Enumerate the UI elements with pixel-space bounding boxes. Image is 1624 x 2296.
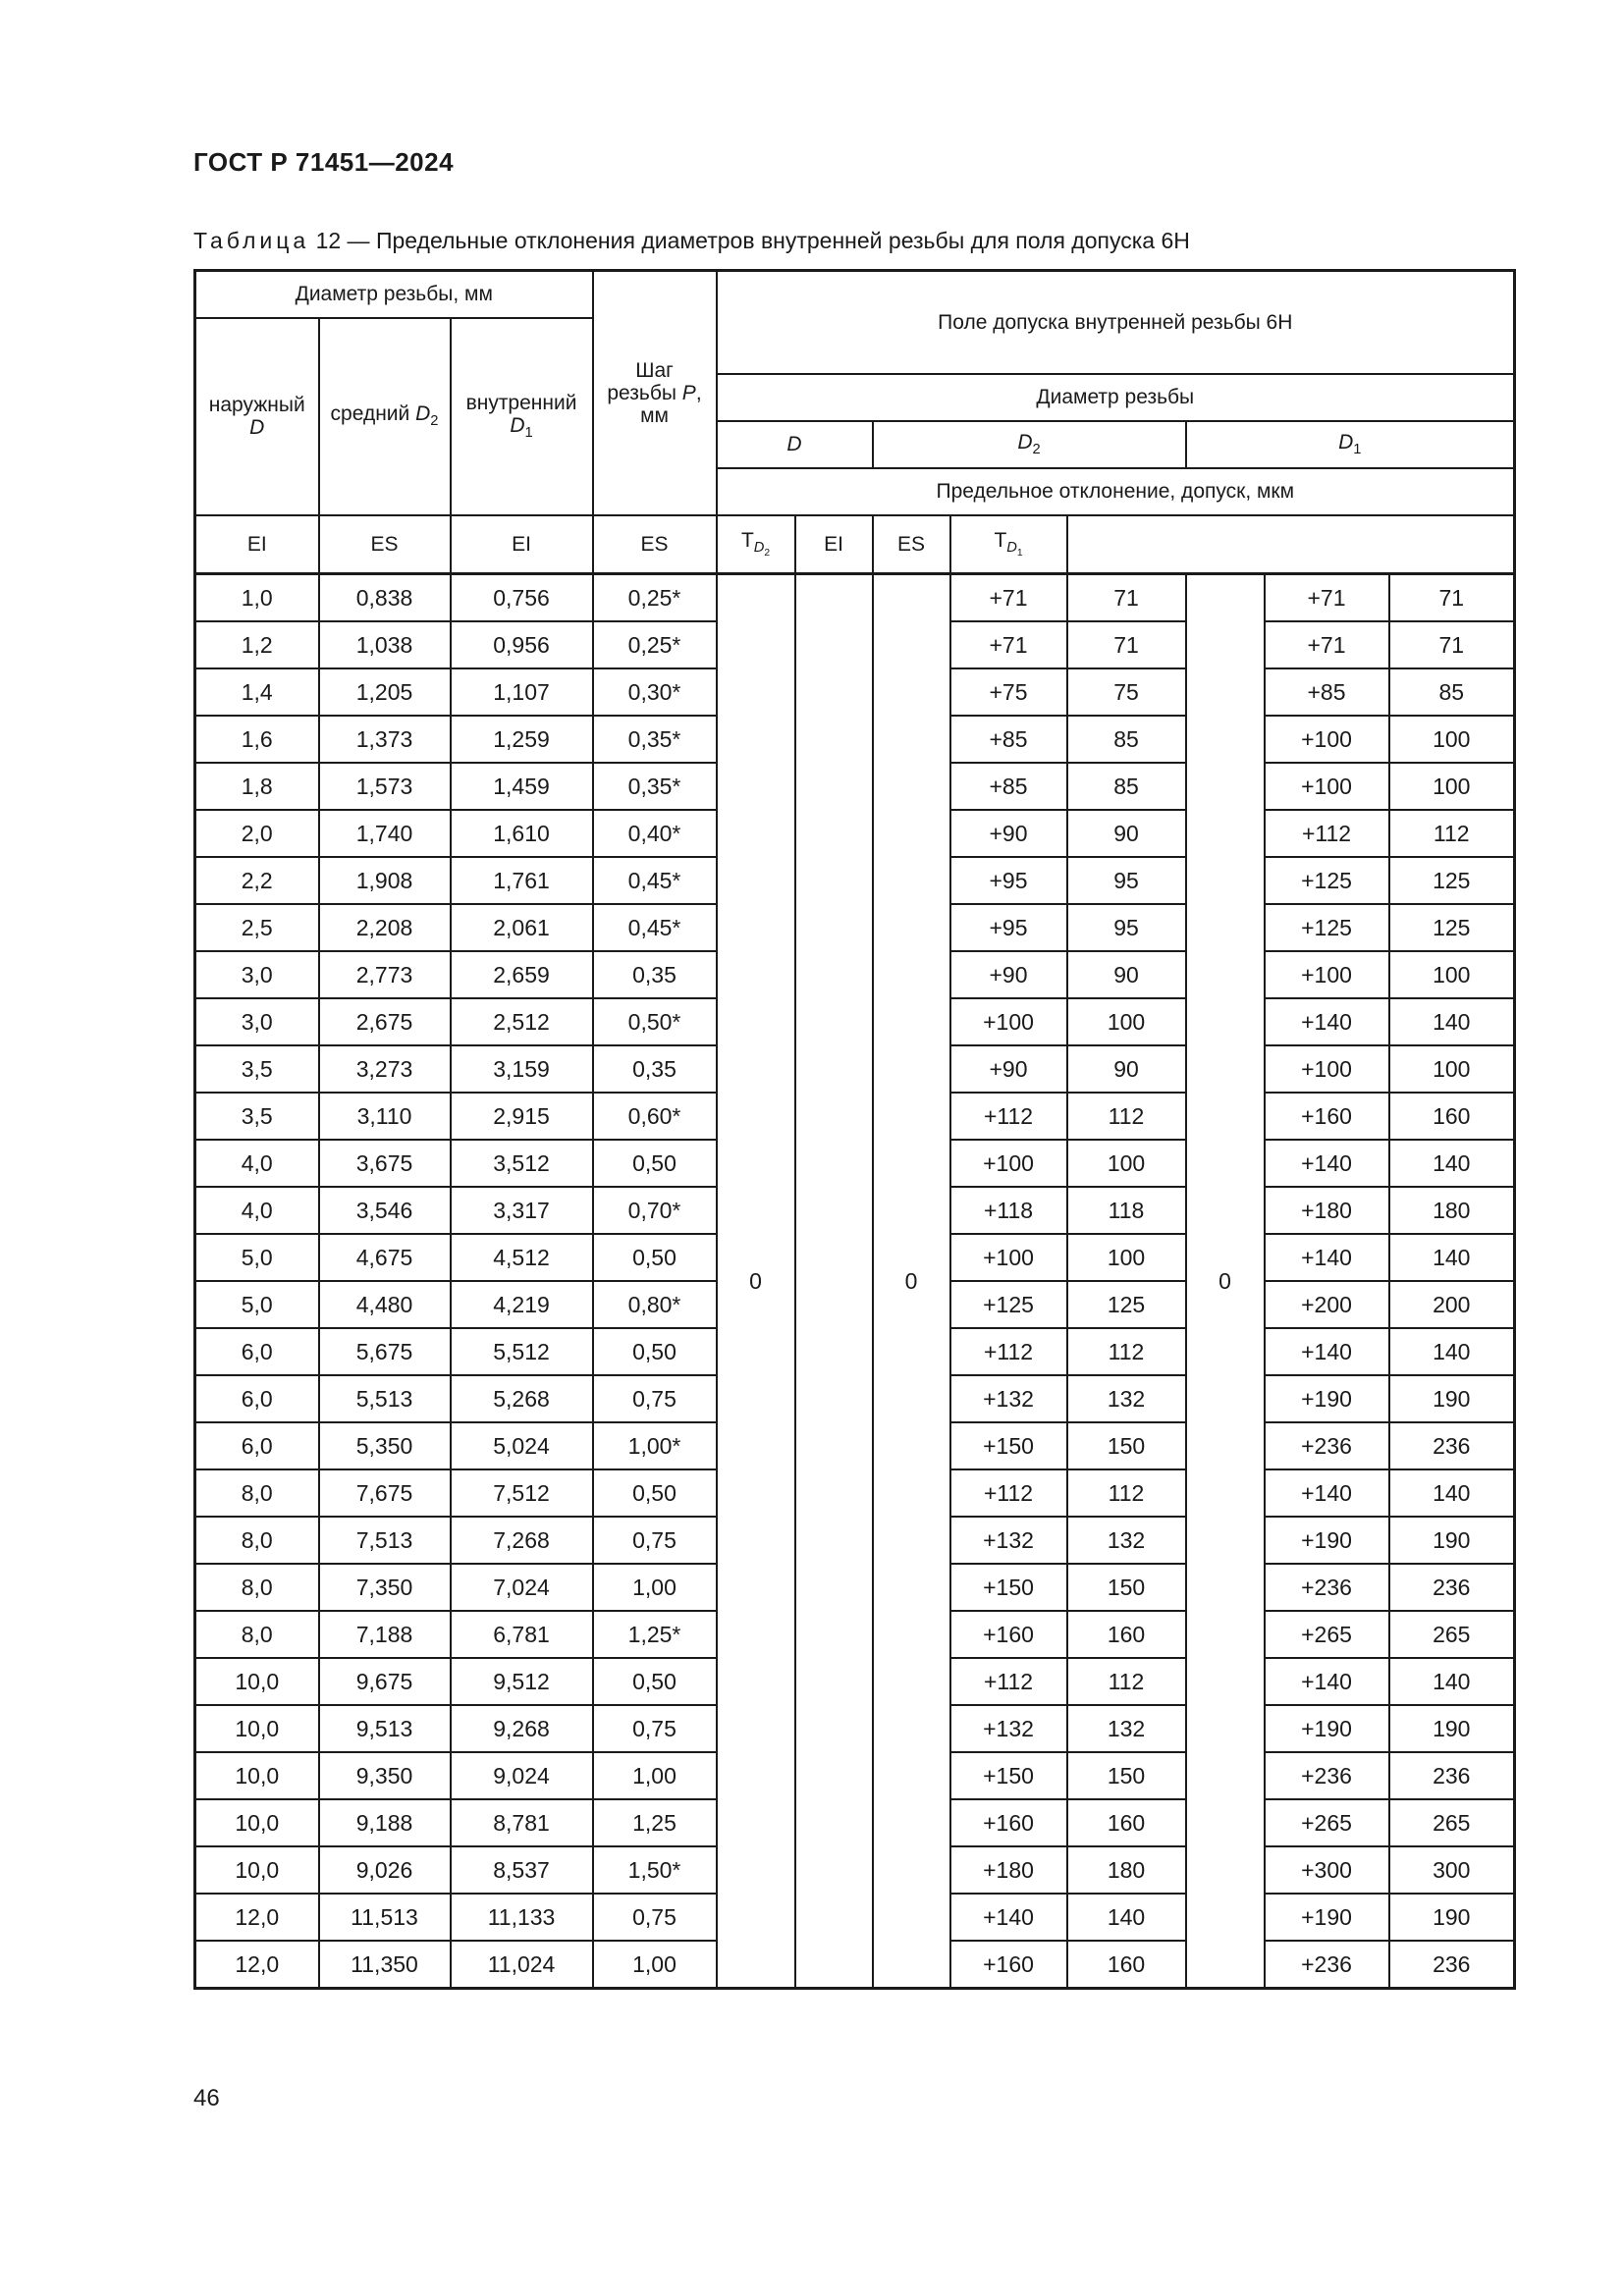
- cell-TD1: 100: [1389, 1045, 1515, 1093]
- cell-D2-ES: +180: [950, 1846, 1067, 1894]
- cell-mean-diameter: 1,908: [319, 857, 451, 904]
- cell-TD2: 112: [1067, 1469, 1186, 1517]
- cell-mean-diameter: 9,188: [319, 1799, 451, 1846]
- cell-D2-EI-merged: 0: [873, 574, 950, 1989]
- cell-inner-diameter: 5,512: [451, 1328, 593, 1375]
- cell-D2-ES: +100: [950, 1234, 1067, 1281]
- cell-mean-diameter: 9,675: [319, 1658, 451, 1705]
- document-code: ГОСТ Р 71451—2024: [193, 147, 455, 177]
- cell-D2-ES: +90: [950, 810, 1067, 857]
- cell-TD1: 200: [1389, 1281, 1515, 1328]
- cell-outer-diameter: 1,8: [195, 763, 319, 810]
- cell-pitch: 1,00: [593, 1941, 717, 1989]
- cell-outer-diameter: 3,5: [195, 1045, 319, 1093]
- cell-D2-ES: +160: [950, 1611, 1067, 1658]
- cell-TD2: 150: [1067, 1564, 1186, 1611]
- cell-D1-ES: +140: [1265, 998, 1389, 1045]
- cell-TD2: 132: [1067, 1375, 1186, 1422]
- cell-D2-ES: +90: [950, 951, 1067, 998]
- cell-outer-diameter: 10,0: [195, 1658, 319, 1705]
- cell-pitch: 0,30*: [593, 668, 717, 716]
- cell-TD1: 85: [1389, 668, 1515, 716]
- cell-D2-ES: +140: [950, 1894, 1067, 1941]
- header-D1: $D_1$: [1186, 421, 1515, 468]
- cell-mean-diameter: 7,513: [319, 1517, 451, 1564]
- header-thread-diameter-mm: Диаметр резьбы, мм: [195, 271, 593, 318]
- cell-pitch: 1,25*: [593, 1611, 717, 1658]
- cell-TD2: 71: [1067, 621, 1186, 668]
- page-number: 46: [193, 2085, 220, 2111]
- header-pitch-line2: резьбы P,: [607, 381, 702, 404]
- cell-D1-ES: +140: [1265, 1328, 1389, 1375]
- cell-pitch: 0,25*: [593, 574, 717, 622]
- header-D1-ES: ES: [873, 515, 950, 574]
- cell-TD2: 160: [1067, 1611, 1186, 1658]
- cell-D1-ES: +236: [1265, 1422, 1389, 1469]
- cell-mean-diameter: 3,110: [319, 1093, 451, 1140]
- cell-D1-ES: +100: [1265, 1045, 1389, 1093]
- cell-pitch: 0,60*: [593, 1093, 717, 1140]
- cell-TD2: 150: [1067, 1752, 1186, 1799]
- cell-mean-diameter: 3,675: [319, 1140, 451, 1187]
- header-thread-diameter: Диаметр резьбы: [717, 374, 1515, 421]
- cell-pitch: 0,75: [593, 1375, 717, 1422]
- cell-TD2: 150: [1067, 1422, 1186, 1469]
- cell-mean-diameter: 3,546: [319, 1187, 451, 1234]
- cell-inner-diameter: 5,024: [451, 1422, 593, 1469]
- cell-D1-ES: +300: [1265, 1846, 1389, 1894]
- caption-word: Таблица: [193, 228, 310, 253]
- cell-outer-diameter: 8,0: [195, 1517, 319, 1564]
- cell-TD2: 90: [1067, 1045, 1186, 1093]
- cell-D1-ES: +100: [1265, 951, 1389, 998]
- cell-mean-diameter: 11,513: [319, 1894, 451, 1941]
- header-outer-diameter: наружный D: [195, 318, 319, 515]
- cell-TD2: 100: [1067, 1140, 1186, 1187]
- cell-outer-diameter: 1,4: [195, 668, 319, 716]
- cell-mean-diameter: 1,373: [319, 716, 451, 763]
- deviation-table: [193, 269, 1516, 1990]
- cell-D2-ES: +150: [950, 1752, 1067, 1799]
- cell-pitch: 0,50: [593, 1658, 717, 1705]
- cell-D1-ES: +140: [1265, 1140, 1389, 1187]
- cell-D1-ES: +200: [1265, 1281, 1389, 1328]
- cell-pitch: 0,45*: [593, 857, 717, 904]
- cell-inner-diameter: 8,781: [451, 1799, 593, 1846]
- cell-D2-ES: +132: [950, 1375, 1067, 1422]
- cell-TD2: 125: [1067, 1281, 1186, 1328]
- cell-inner-diameter: 3,317: [451, 1187, 593, 1234]
- cell-inner-diameter: 4,219: [451, 1281, 593, 1328]
- cell-TD1: 125: [1389, 904, 1515, 951]
- cell-TD2: 160: [1067, 1941, 1186, 1989]
- cell-pitch: 1,00: [593, 1752, 717, 1799]
- table-caption: [193, 228, 1190, 254]
- cell-pitch: 0,25*: [593, 621, 717, 668]
- cell-D1-ES: +125: [1265, 904, 1389, 951]
- cell-TD1: 71: [1389, 621, 1515, 668]
- cell-TD2: 112: [1067, 1093, 1186, 1140]
- table-row: [195, 574, 1515, 622]
- cell-pitch: 0,50: [593, 1140, 717, 1187]
- cell-mean-diameter: 4,480: [319, 1281, 451, 1328]
- cell-D2-ES: +90: [950, 1045, 1067, 1093]
- cell-TD2: 100: [1067, 998, 1186, 1045]
- cell-mean-diameter: 2,675: [319, 998, 451, 1045]
- cell-pitch: 0,75: [593, 1894, 717, 1941]
- cell-pitch: 1,25: [593, 1799, 717, 1846]
- cell-mean-diameter: 2,208: [319, 904, 451, 951]
- cell-D1-ES: +265: [1265, 1611, 1389, 1658]
- cell-D1-ES: +140: [1265, 1658, 1389, 1705]
- cell-TD2: 71: [1067, 574, 1186, 622]
- cell-outer-diameter: 8,0: [195, 1564, 319, 1611]
- cell-D2-ES: +132: [950, 1517, 1067, 1564]
- cell-pitch: 0,50: [593, 1328, 717, 1375]
- cell-TD1: 125: [1389, 857, 1515, 904]
- cell-TD1: 112: [1389, 810, 1515, 857]
- cell-D1-ES: +180: [1265, 1187, 1389, 1234]
- cell-TD1: 236: [1389, 1752, 1515, 1799]
- cell-D1-ES: +190: [1265, 1705, 1389, 1752]
- cell-outer-diameter: 2,5: [195, 904, 319, 951]
- header-mean-diameter: средний $D_2$: [319, 318, 451, 515]
- cell-TD2: 95: [1067, 904, 1186, 951]
- cell-inner-diameter: 1,761: [451, 857, 593, 904]
- cell-pitch: 0,75: [593, 1705, 717, 1752]
- cell-TD2: 90: [1067, 951, 1186, 998]
- cell-pitch: 0,35: [593, 1045, 717, 1093]
- cell-inner-diameter: 1,259: [451, 716, 593, 763]
- cell-mean-diameter: 5,350: [319, 1422, 451, 1469]
- cell-mean-diameter: 9,026: [319, 1846, 451, 1894]
- header-D-EI: EI: [195, 515, 319, 574]
- header-TD2: $T_{D_2}$: [717, 515, 795, 574]
- cell-mean-diameter: 7,350: [319, 1564, 451, 1611]
- cell-mean-diameter: 2,773: [319, 951, 451, 998]
- cell-mean-diameter: 5,513: [319, 1375, 451, 1422]
- cell-TD2: 90: [1067, 810, 1186, 857]
- cell-inner-diameter: 7,024: [451, 1564, 593, 1611]
- cell-pitch: 1,00*: [593, 1422, 717, 1469]
- cell-mean-diameter: 1,038: [319, 621, 451, 668]
- cell-pitch: 0,50: [593, 1234, 717, 1281]
- cell-pitch: 0,80*: [593, 1281, 717, 1328]
- cell-outer-diameter: 5,0: [195, 1281, 319, 1328]
- cell-pitch: 0,50*: [593, 998, 717, 1045]
- cell-D1-ES: +71: [1265, 574, 1389, 622]
- cell-pitch: 0,75: [593, 1517, 717, 1564]
- cell-outer-diameter: 10,0: [195, 1705, 319, 1752]
- cell-TD1: 100: [1389, 763, 1515, 810]
- cell-D2-ES: +85: [950, 763, 1067, 810]
- cell-mean-diameter: 1,740: [319, 810, 451, 857]
- cell-mean-diameter: 11,350: [319, 1941, 451, 1989]
- cell-TD1: 236: [1389, 1564, 1515, 1611]
- cell-pitch: 0,35*: [593, 716, 717, 763]
- cell-D1-ES: +100: [1265, 716, 1389, 763]
- cell-TD1: 190: [1389, 1517, 1515, 1564]
- cell-outer-diameter: 12,0: [195, 1941, 319, 1989]
- cell-TD1: 140: [1389, 1234, 1515, 1281]
- cell-D2-ES: +150: [950, 1422, 1067, 1469]
- cell-TD2: 140: [1067, 1894, 1186, 1941]
- header-pitch: Шаг резьбы P, мм: [593, 271, 717, 515]
- cell-D1-ES: +190: [1265, 1894, 1389, 1941]
- header-inner-diameter: внутренний $D_1$: [451, 318, 593, 515]
- cell-TD1: 140: [1389, 1469, 1515, 1517]
- caption-text: 12 — Предельные отклонения диаметров внутренней резьбы для поля допуска 6H: [309, 228, 1190, 253]
- cell-D1-ES: +71: [1265, 621, 1389, 668]
- cell-pitch: 0,40*: [593, 810, 717, 857]
- cell-outer-diameter: 1,6: [195, 716, 319, 763]
- cell-inner-diameter: 3,159: [451, 1045, 593, 1093]
- cell-TD2: 180: [1067, 1846, 1186, 1894]
- cell-TD1: 140: [1389, 1328, 1515, 1375]
- cell-TD1: 236: [1389, 1422, 1515, 1469]
- cell-inner-diameter: 1,459: [451, 763, 593, 810]
- cell-D2-ES: +95: [950, 857, 1067, 904]
- cell-TD2: 95: [1067, 857, 1186, 904]
- header-D2: $D_2$: [873, 421, 1186, 468]
- cell-D2-ES: +160: [950, 1799, 1067, 1846]
- header-D2-ES: ES: [593, 515, 717, 574]
- cell-inner-diameter: 1,107: [451, 668, 593, 716]
- cell-mean-diameter: 7,188: [319, 1611, 451, 1658]
- cell-TD1: 140: [1389, 1140, 1515, 1187]
- cell-D-EI-merged: 0: [717, 574, 795, 1989]
- cell-D2-ES: +112: [950, 1469, 1067, 1517]
- cell-TD1: 190: [1389, 1375, 1515, 1422]
- cell-mean-diameter: 1,573: [319, 763, 451, 810]
- cell-D2-ES: +71: [950, 621, 1067, 668]
- cell-inner-diameter: 2,512: [451, 998, 593, 1045]
- cell-TD1: 160: [1389, 1093, 1515, 1140]
- cell-D1-ES: +236: [1265, 1941, 1389, 1989]
- cell-D2-ES: +100: [950, 998, 1067, 1045]
- cell-inner-diameter: 6,781: [451, 1611, 593, 1658]
- table-body: [195, 574, 1515, 1989]
- cell-pitch: 1,50*: [593, 1846, 717, 1894]
- cell-mean-diameter: 9,350: [319, 1752, 451, 1799]
- cell-D1-ES: +236: [1265, 1752, 1389, 1799]
- cell-outer-diameter: 4,0: [195, 1140, 319, 1187]
- cell-inner-diameter: 2,061: [451, 904, 593, 951]
- cell-TD1: 300: [1389, 1846, 1515, 1894]
- cell-outer-diameter: 6,0: [195, 1375, 319, 1422]
- cell-D1-ES: +100: [1265, 763, 1389, 810]
- cell-outer-diameter: 2,0: [195, 810, 319, 857]
- cell-mean-diameter: 4,675: [319, 1234, 451, 1281]
- cell-TD2: 132: [1067, 1517, 1186, 1564]
- cell-outer-diameter: 1,2: [195, 621, 319, 668]
- cell-inner-diameter: 2,659: [451, 951, 593, 998]
- header-D2-EI: EI: [451, 515, 593, 574]
- cell-D2-ES: +112: [950, 1328, 1067, 1375]
- cell-D2-ES: +75: [950, 668, 1067, 716]
- cell-mean-diameter: 5,675: [319, 1328, 451, 1375]
- cell-TD2: 85: [1067, 716, 1186, 763]
- cell-pitch: 0,50: [593, 1469, 717, 1517]
- cell-inner-diameter: 2,915: [451, 1093, 593, 1140]
- header-D-ES: ES: [319, 515, 451, 574]
- cell-D1-ES: +140: [1265, 1234, 1389, 1281]
- cell-mean-diameter: 3,273: [319, 1045, 451, 1093]
- cell-inner-diameter: 11,133: [451, 1894, 593, 1941]
- header-deviation: Предельное отклонение, допуск, мкм: [717, 468, 1515, 515]
- cell-inner-diameter: 11,024: [451, 1941, 593, 1989]
- cell-outer-diameter: 10,0: [195, 1799, 319, 1846]
- cell-pitch: 1,00: [593, 1564, 717, 1611]
- cell-D-ES-merged: [795, 574, 873, 1989]
- cell-D1-ES: +236: [1265, 1564, 1389, 1611]
- cell-inner-diameter: 9,024: [451, 1752, 593, 1799]
- cell-TD1: 100: [1389, 716, 1515, 763]
- cell-D1-ES: +112: [1265, 810, 1389, 857]
- cell-D2-ES: +71: [950, 574, 1067, 622]
- cell-outer-diameter: 5,0: [195, 1234, 319, 1281]
- cell-inner-diameter: 0,956: [451, 621, 593, 668]
- cell-outer-diameter: 3,5: [195, 1093, 319, 1140]
- cell-pitch: 0,70*: [593, 1187, 717, 1234]
- cell-TD1: 140: [1389, 1658, 1515, 1705]
- cell-outer-diameter: 2,2: [195, 857, 319, 904]
- cell-TD2: 85: [1067, 763, 1186, 810]
- cell-D1-ES: +190: [1265, 1375, 1389, 1422]
- cell-D2-ES: +112: [950, 1093, 1067, 1140]
- cell-inner-diameter: 0,756: [451, 574, 593, 622]
- cell-outer-diameter: 4,0: [195, 1187, 319, 1234]
- cell-outer-diameter: 10,0: [195, 1752, 319, 1799]
- cell-TD1: 100: [1389, 951, 1515, 998]
- cell-mean-diameter: 1,205: [319, 668, 451, 716]
- cell-D1-ES: +265: [1265, 1799, 1389, 1846]
- cell-TD2: 112: [1067, 1658, 1186, 1705]
- cell-D2-ES: +85: [950, 716, 1067, 763]
- cell-outer-diameter: 6,0: [195, 1422, 319, 1469]
- cell-inner-diameter: 7,512: [451, 1469, 593, 1517]
- cell-D2-ES: +100: [950, 1140, 1067, 1187]
- cell-D2-ES: +112: [950, 1658, 1067, 1705]
- header-D1-EI: EI: [795, 515, 873, 574]
- cell-outer-diameter: 12,0: [195, 1894, 319, 1941]
- cell-TD2: 75: [1067, 668, 1186, 716]
- cell-mean-diameter: 0,838: [319, 574, 451, 622]
- cell-outer-diameter: 8,0: [195, 1611, 319, 1658]
- cell-D2-ES: +95: [950, 904, 1067, 951]
- cell-TD1: 140: [1389, 998, 1515, 1045]
- cell-inner-diameter: 1,610: [451, 810, 593, 857]
- cell-TD2: 132: [1067, 1705, 1186, 1752]
- cell-TD2: 112: [1067, 1328, 1186, 1375]
- cell-outer-diameter: 8,0: [195, 1469, 319, 1517]
- cell-inner-diameter: 7,268: [451, 1517, 593, 1564]
- table-header: [195, 271, 1515, 574]
- header-TD1: $T_{D_1}$: [950, 515, 1067, 574]
- cell-D2-ES: +132: [950, 1705, 1067, 1752]
- header-D: D: [717, 421, 873, 468]
- cell-TD1: 71: [1389, 574, 1515, 622]
- cell-D2-ES: +160: [950, 1941, 1067, 1989]
- cell-D1-ES: +140: [1265, 1469, 1389, 1517]
- cell-TD1: 265: [1389, 1799, 1515, 1846]
- cell-outer-diameter: 3,0: [195, 998, 319, 1045]
- cell-D1-ES: +190: [1265, 1517, 1389, 1564]
- cell-D1-ES: +125: [1265, 857, 1389, 904]
- cell-D2-ES: +118: [950, 1187, 1067, 1234]
- cell-TD1: 190: [1389, 1705, 1515, 1752]
- cell-pitch: 0,35: [593, 951, 717, 998]
- cell-TD1: 190: [1389, 1894, 1515, 1941]
- cell-inner-diameter: 8,537: [451, 1846, 593, 1894]
- cell-TD2: 100: [1067, 1234, 1186, 1281]
- cell-mean-diameter: 7,675: [319, 1469, 451, 1517]
- cell-TD1: 265: [1389, 1611, 1515, 1658]
- cell-TD1: 236: [1389, 1941, 1515, 1989]
- cell-D1-ES: +160: [1265, 1093, 1389, 1140]
- cell-D1-ES: +85: [1265, 668, 1389, 716]
- cell-inner-diameter: 9,268: [451, 1705, 593, 1752]
- cell-inner-diameter: 4,512: [451, 1234, 593, 1281]
- cell-TD2: 118: [1067, 1187, 1186, 1234]
- cell-D2-ES: +125: [950, 1281, 1067, 1328]
- cell-outer-diameter: 10,0: [195, 1846, 319, 1894]
- cell-inner-diameter: 9,512: [451, 1658, 593, 1705]
- cell-TD2: 160: [1067, 1799, 1186, 1846]
- cell-TD1: 180: [1389, 1187, 1515, 1234]
- cell-pitch: 0,45*: [593, 904, 717, 951]
- cell-inner-diameter: 5,268: [451, 1375, 593, 1422]
- cell-inner-diameter: 3,512: [451, 1140, 593, 1187]
- cell-D1-EI-merged: 0: [1186, 574, 1265, 1989]
- header-tolerance-field: Поле допуска внутренней резьбы 6H: [717, 271, 1515, 374]
- cell-pitch: 0,35*: [593, 763, 717, 810]
- header-subcolumns-row: [195, 515, 1515, 574]
- cell-D2-ES: +150: [950, 1564, 1067, 1611]
- cell-outer-diameter: 1,0: [195, 574, 319, 622]
- cell-outer-diameter: 3,0: [195, 951, 319, 998]
- cell-mean-diameter: 9,513: [319, 1705, 451, 1752]
- cell-outer-diameter: 6,0: [195, 1328, 319, 1375]
